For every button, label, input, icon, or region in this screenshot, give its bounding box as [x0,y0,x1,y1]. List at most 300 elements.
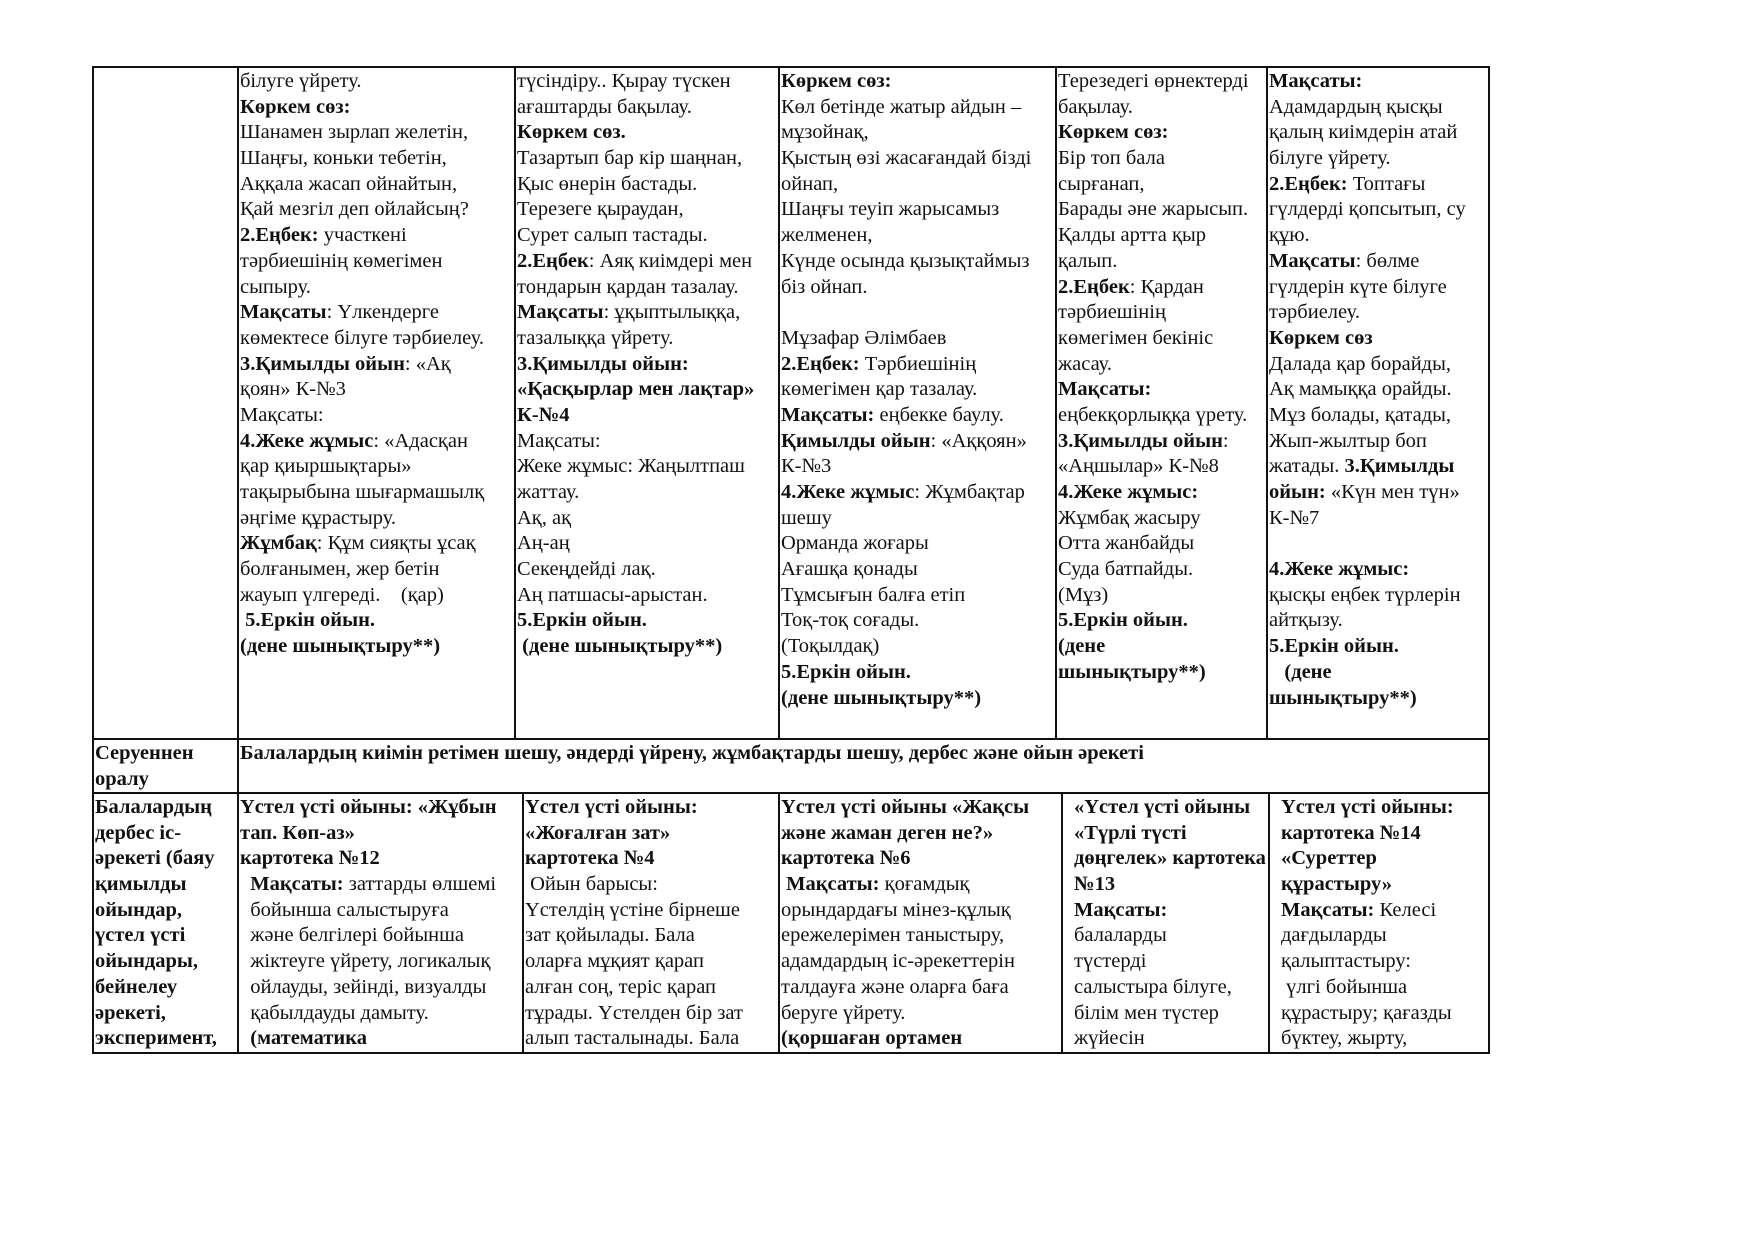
text-line [1269,223,1487,249]
text: талдауға және оларға баға [781,975,1009,998]
text-line [1269,531,1487,557]
text: заттарды өлшемі [343,873,497,896]
text-line [1269,120,1487,146]
bold-text: Мақсаты: [781,403,875,426]
text: Мұз болады, қатады, [1269,403,1452,426]
text-line [1269,69,1487,95]
text-line [1281,949,1486,975]
text-line [517,557,776,583]
bold-text: ойын: [1269,481,1326,503]
bold-text: Көркем сөз [1269,326,1373,349]
text-line [240,583,512,609]
text: еңбекке баулу. [874,403,1004,426]
text: балаларды [1074,924,1167,947]
text: білуге үйрету. [1269,147,1391,170]
text-line [1281,821,1486,847]
bold-text: 2.Еңбек: [1269,172,1348,195]
text-line [517,197,776,223]
text: Шаңғы теуіп жарысамыз [781,198,1000,221]
text: Ағашқа қонады [781,558,918,581]
text: Аққала жасап ойнайтын, [240,172,458,195]
text-line [1269,95,1487,121]
text-line [240,846,520,872]
text-line [517,531,776,557]
text-line [1269,197,1487,223]
text: жасау. [1058,352,1112,375]
text: гүлдерді қопсытып, су [1269,198,1466,221]
bold-text: 4.Жеке жұмыс [781,481,915,503]
text-line [781,583,1053,609]
text: көмегімен бекініс [1058,326,1214,349]
text-line [240,69,512,95]
bold-text: Мақсаты: [1058,378,1152,401]
text: үлгі бойынша [1281,975,1408,998]
text: ойлауды, зейінді, визуалды [240,975,487,998]
text-line [240,429,512,455]
text-line [1281,923,1486,949]
text: сырғанап, [1058,172,1145,195]
text-line [781,352,1053,378]
bold-text: Балалардың [95,796,212,818]
text-line [95,1026,235,1052]
text-line [1269,608,1487,634]
bold-text: (дене шынықтыру**) [240,635,441,658]
text-line [1058,197,1264,223]
text-line [525,846,776,872]
bold-text: №13 [1074,873,1116,896]
text-line [1281,975,1486,1001]
text-line [1058,531,1264,557]
table-border-left [92,66,94,1054]
text: Тоқ-тоқ соғады. [781,609,920,632]
bold-text: дөңгелек» картотека [1074,847,1266,870]
text-line [240,403,512,429]
text-line [240,326,512,352]
text-line [1269,480,1487,506]
text-line [1058,300,1264,326]
text: : Үлкендерге [326,301,439,324]
text-line [240,898,520,924]
bold-text: картотека №12 [240,847,380,870]
text-line [240,923,520,949]
text-line [240,1026,520,1052]
text: бойынша салыстыруға [240,898,449,921]
text: Аң патшасы-арыстан. [517,583,708,606]
text: Мақсаты: [240,403,324,426]
text-line [781,686,1053,712]
text: Шанамен зырлап желетін, [240,121,469,144]
text-line [781,69,1053,95]
text: біз ойнап. [781,275,868,298]
bold-text: (дене [1269,660,1332,683]
text-line [1058,583,1264,609]
text: Далада қар борайды, [1269,352,1452,375]
text: қалып. [1058,249,1118,272]
text: тәрбиешінің [1058,301,1166,324]
text-line [1269,583,1487,609]
text: қар қиыршықтары» [240,455,412,478]
bold-text: Мақсаты: [1269,70,1363,92]
text: : Қардан [1129,275,1204,298]
text: (Мұз) [1058,583,1109,606]
text: жауып үлгереді. (қар) [240,583,444,606]
text-line [517,429,776,455]
text-line [517,146,776,172]
text-line [525,872,776,898]
bold-text: Көркем сөз. [517,121,626,144]
text: қабылдауды дамыту. [240,1001,429,1024]
text: оларға мұқият қарап [525,950,704,973]
text-line [525,821,776,847]
bold-text: қимылды [95,873,187,896]
text: К-№3 [781,455,832,478]
text: Мақсаты: [517,429,601,452]
text: Жеке жұмыс: Жаңылтпаш [517,455,745,478]
text-line [240,1001,520,1027]
text-line [240,120,512,146]
text-line [95,821,235,847]
text: құю. [1269,224,1310,247]
col-divider-r1-4 [1266,66,1268,740]
text-line [240,557,512,583]
text-line [525,1026,776,1052]
text-line [525,975,776,1001]
text: көмектесе білуге тәрбиелеу. [240,326,485,349]
text-line [95,741,235,767]
text: К-№7 [1269,506,1320,529]
text-line [517,454,776,480]
text-line [95,949,235,975]
bold-text: 5.Еркін ойын. [517,609,647,632]
text: : бөлме [1355,249,1420,272]
text: Қай мезгіл деп ойлайсың? [240,198,469,221]
text-line [517,249,776,275]
text: салыстыра білуге, [1074,975,1232,998]
text-line [240,608,512,634]
text-line [240,197,512,223]
bold-text: 4.Жеке жұмыс [240,429,374,452]
text-line [240,377,512,403]
text: ағаштарды бақылау. [517,95,692,118]
text-line [240,872,520,898]
bold-text: картотека №4 [525,847,655,870]
text-line [1058,608,1264,634]
bold-text: Жұмбақ [240,532,317,555]
text-line [240,795,520,821]
text: желменен, [781,224,873,247]
text-line [240,634,512,660]
bold-text: бейнелеу [95,975,178,998]
text: көмегімен қар тазалау. [781,378,978,401]
text: : [1222,429,1229,452]
text-line [1058,352,1264,378]
text-line [517,506,776,532]
text-line [781,821,1059,847]
text-line [517,403,776,429]
text: тазалыққа үйрету. [517,326,674,349]
text-line [517,172,776,198]
text-line [781,146,1053,172]
col-divider-r3-3 [1061,792,1063,1054]
table-border-top [92,66,1490,68]
bold-text: 2.Еңбек: [781,352,860,375]
text: Аң-аң [517,532,570,555]
text-line [1269,352,1487,378]
text-line [517,275,776,301]
text-line [781,557,1053,583]
bold-text: 2.Еңбек [517,249,589,272]
text-line [1269,146,1487,172]
text: Орманда жоғары [781,532,929,555]
bold-text: әрекеті, [95,1001,166,1024]
bold-text: 4.Жеке жұмыс: [1269,558,1410,581]
text-line [1058,557,1264,583]
table-game-day-5-cell [1281,795,1486,1052]
text: құрастыру; қағазды [1281,1001,1452,1024]
text-line [1269,377,1487,403]
text-line [525,923,776,949]
text: түстерді [1074,950,1147,973]
text-line [95,872,235,898]
bold-text: картотека №14 [1281,821,1421,844]
text: Сурет салып тастады. [517,224,708,247]
bold-text: 5.Еркін ойын. [1058,609,1188,632]
bold-text: Мақсаты: [781,873,880,896]
text-line [517,352,776,378]
text-line [781,223,1053,249]
text-line [781,608,1053,634]
text-line [781,846,1059,872]
text-line [1058,275,1264,301]
table-game-day-4-cell [1074,795,1266,1052]
text: Шаңғы, коньки тебетін, [240,147,447,170]
text: дағдыларды [1281,924,1387,947]
text: Терезеге қыраудан, [517,198,684,221]
col-divider-r3-2 [778,792,780,1054]
text: қоғамдық [879,873,970,896]
text-line [240,352,512,378]
text-line [240,300,512,326]
text-line [1269,634,1487,660]
text-line [1074,821,1266,847]
text-line [781,480,1053,506]
text-line [1074,898,1266,924]
walk-day-4-cell [1058,69,1264,737]
text: Ақ, ақ [517,506,572,529]
text-line [525,898,776,924]
text-line [1058,95,1264,121]
independent-activity-label [95,795,235,1052]
bold-text: Үстел үсті ойыны: [1281,796,1454,818]
text: және белгілері бойынша [240,924,464,947]
text-line [1058,146,1264,172]
text-line [1281,872,1486,898]
col-divider-r1-3 [1055,66,1057,740]
return-from-walk-line: Балалардың киімін ретімен шешу, әндерді үйрену, жұмбақтарды шешу, дербес және ойын әрекеті [240,742,1144,764]
text: Келесі [1374,898,1437,921]
text: : Аяқ киімдері мен [588,249,753,272]
text-line [95,795,235,821]
text: қалың киімдерін атай [1269,121,1458,144]
text-line [781,1026,1059,1052]
walk-day-1-cell [240,69,512,737]
text: білім мен түстер [1074,1001,1219,1024]
text-line [240,454,512,480]
bold-text: тап. Көп-аз» [240,821,355,844]
text: Топтағы [1347,172,1426,195]
text: қысқы еңбек түрлерін [1269,583,1461,606]
text-line [517,583,776,609]
walk-day-3-cell [781,69,1053,737]
return-from-walk-label [95,741,235,791]
bold-text: Мақсаты [517,301,604,324]
text-line [240,531,512,557]
bold-text: әрекеті (баяу [95,847,215,870]
text-line [781,1001,1059,1027]
text-line [781,660,1053,686]
text: «Күн мен түн» [1325,481,1460,503]
text-line [240,975,520,1001]
bold-text: картотека №6 [781,847,911,870]
text: әңгіме құрастыру. [240,506,397,529]
text-line [1058,69,1264,95]
text-line [1058,634,1264,660]
col-divider-r1-2 [778,66,780,740]
text-line [240,95,512,121]
text-line [1058,480,1264,506]
bold-text: 5.Еркін ойын. [1269,635,1399,658]
text: Тұмсығын балға етіп [781,583,966,606]
col-divider-r3-1 [522,792,524,1054]
text-line [1058,326,1264,352]
text: Ақ мамыққа орайды. [1269,378,1452,401]
bold-text: ойындар, [95,898,183,921]
text-line [240,821,520,847]
text-line [517,223,776,249]
text-line [1269,506,1487,532]
text-line [1058,377,1264,403]
text-line [781,403,1053,429]
text-line [240,146,512,172]
bold-text: Көркем сөз: [240,95,351,118]
text-line [781,377,1053,403]
text-line [95,975,235,1001]
text-line [781,923,1059,949]
text: алып тасталынады. Бала [525,1027,740,1050]
walk-day-2-cell [517,69,776,737]
text: (Тоқылдақ) [781,635,880,658]
bold-text: құрастыру» [1281,873,1393,896]
text: Адамдардың қысқы [1269,95,1443,118]
text-line [240,506,512,532]
text: шешу [781,506,832,529]
text-line [1269,249,1487,275]
text-line [1074,1001,1266,1027]
text-line [517,634,776,660]
bold-text: 3.Қимылды ойын [1058,429,1223,452]
bold-text: шынықтыру**) [1058,660,1206,683]
bold-text: «Түрлі түсті [1074,821,1187,844]
text-line [517,300,776,326]
bold-text: (математика [240,1027,367,1050]
text-line [1074,1026,1266,1052]
text: жіктеуге үйрету, логикалық [240,950,491,973]
text-line [95,923,235,949]
text-line [1074,923,1266,949]
text-line [240,249,512,275]
text: еңбекқорлыққа үрету. [1058,403,1248,426]
text: : «Ақ [404,352,451,375]
bold-text: 3.Қимылды [1344,455,1455,478]
text-line [781,634,1053,660]
text: қоян» К-№3 [240,378,346,401]
text-line [240,223,512,249]
text: Қыстың өзі жасағандай бізді [781,147,1032,170]
text: жатады. [1269,455,1345,478]
bold-text: 4.Жеке жұмыс: [1058,481,1199,503]
text-line [1281,898,1486,924]
bold-text: «Жоғалған зат» [525,821,671,844]
bold-text: Үстел үсті ойыны «Жақсы [781,796,1030,818]
text-line [1281,1001,1486,1027]
text-line [1269,275,1487,301]
text: Терезедегі өрнектерді [1058,70,1249,92]
text: Қыс өнерін бастады. [517,172,698,195]
text-line [95,1001,235,1027]
bold-text: Мақсаты: [1074,898,1168,921]
bold-text: дербес іс- [95,821,182,844]
text: ойнап, [781,172,839,195]
text-line [781,249,1053,275]
text: Ойын барысы: [525,873,658,896]
text: беруге үйрету. [781,1001,906,1024]
text-line [781,975,1059,1001]
text: Тәрбиешінің [859,352,977,375]
text: бақылау. [1058,95,1133,118]
table-border-right [1488,66,1490,1054]
text-line [517,480,776,506]
text-line [781,300,1053,326]
text-line [781,949,1059,975]
text: : «Аққоян» [930,429,1027,452]
text-line [1269,660,1487,686]
walk-day-5-cell [1269,69,1487,737]
text: тәрбиешінің көмегімен [240,249,443,272]
text-line [781,454,1053,480]
text: жүйесін [1074,1027,1145,1050]
bold-text: 5.Еркін ойын. [240,609,376,632]
text-line [1058,429,1264,455]
table-game-day-3-cell [781,795,1059,1052]
text-line [1074,872,1266,898]
text-line [1269,454,1487,480]
bold-text: және жаман деген не?» [781,821,994,844]
text: Мұзафар Әлімбаев [781,326,947,349]
text-line [1058,223,1264,249]
text-line [240,480,512,506]
text-line [1269,300,1487,326]
text: адамдардың іс-әрекеттерін [781,950,1015,973]
text-line [1269,686,1487,712]
bold-text: эксперимент, [95,1027,217,1050]
text-line [525,949,776,975]
text-line [1281,795,1486,821]
bold-text: Мақсаты [1269,249,1356,272]
text: Көл бетінде жатыр айдын – [781,95,1022,118]
text: Секеңдейді лақ. [517,558,656,581]
text: бүктеу, жырту, [1281,1027,1408,1050]
text: қалыптастыру: [1281,950,1412,973]
